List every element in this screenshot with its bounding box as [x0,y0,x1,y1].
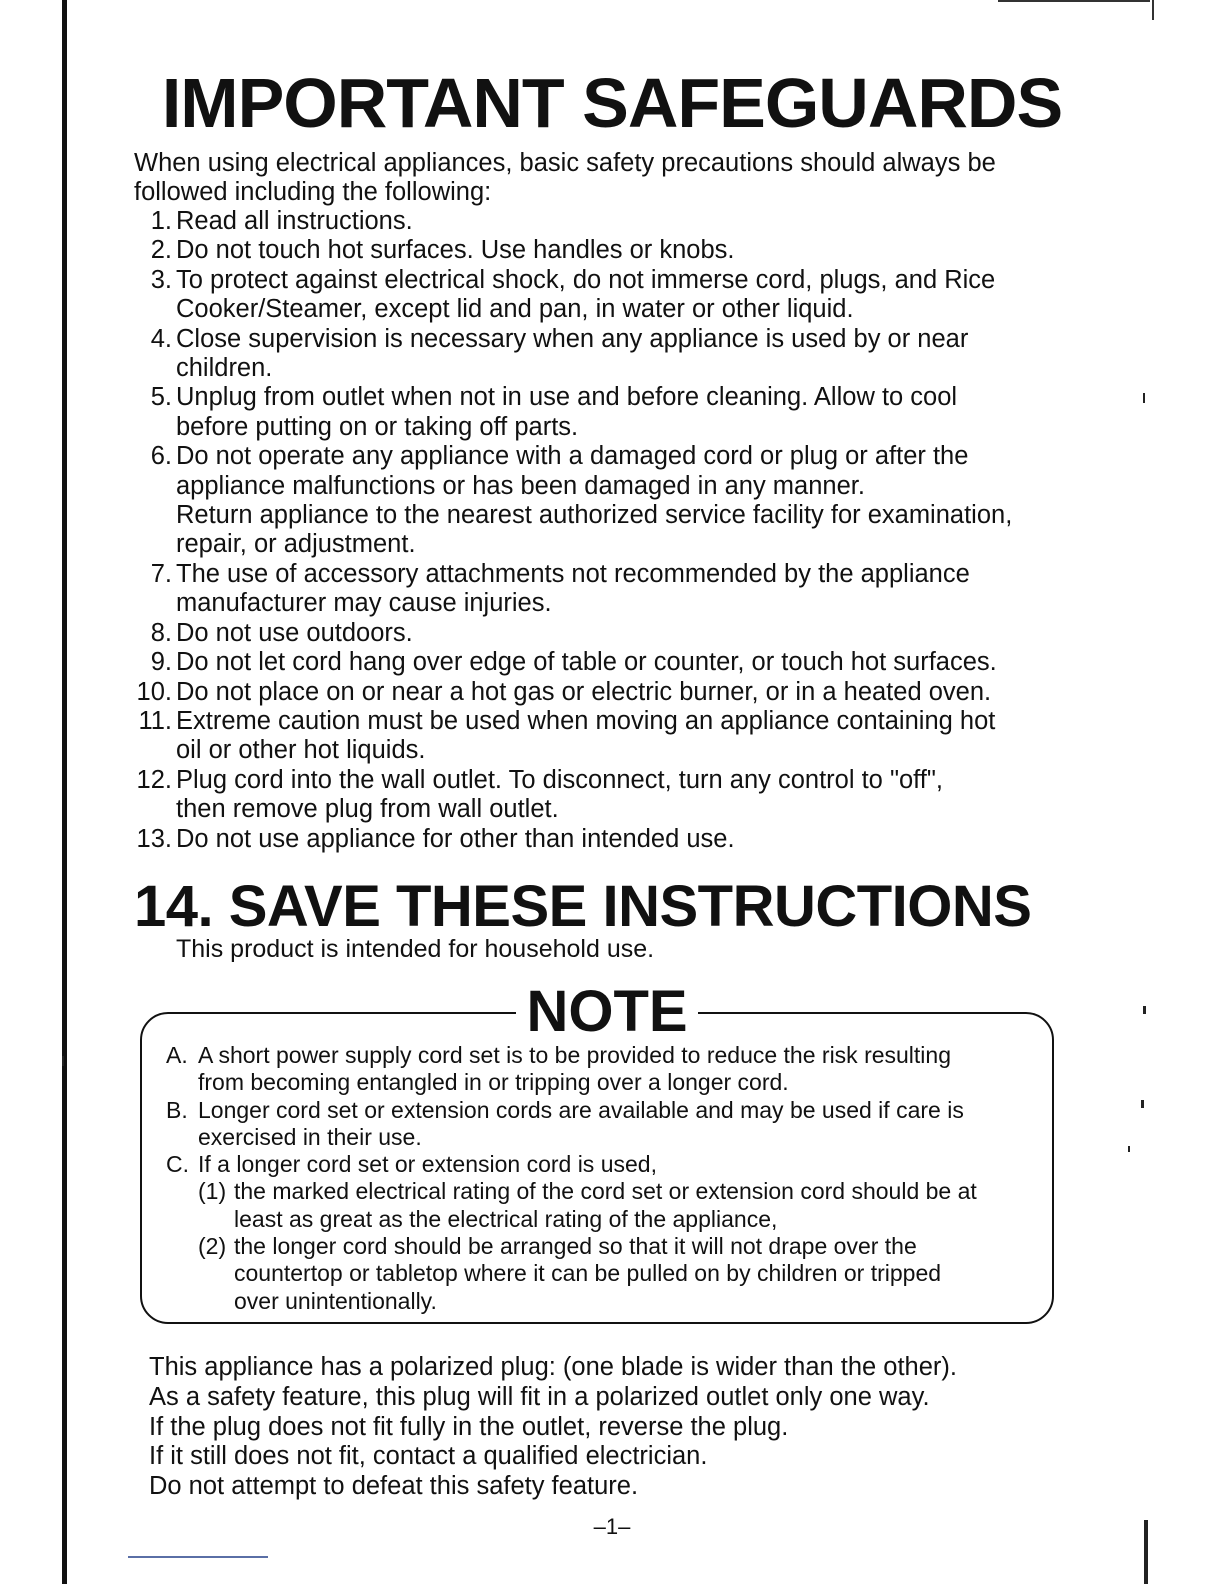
text-line: Do not attempt to defeat this safety feature. [149,1472,639,1501]
safeguards-list [134,207,1094,854]
scan-speck [62,1056,64,1066]
text-line: This appliance has a polarized plug: (one blade is wider than the other). [149,1353,957,1381]
list-item: 11. Extreme caution must be used when moving an appliance containing hot oil or other hot liquids. [138,706,996,765]
list-item: 1. Read all instructions. [150,207,413,235]
list-item: 4. Close supervision is necessary when any appliance is used by or near children. [150,324,969,383]
top-corner-line [998,0,1150,2]
page-title: IMPORTANT SAFEGUARDS [161,64,1063,142]
household-use-text: This product is intended for household use. [176,935,655,963]
list-item: 9. Do not let cord hang over edge of table or counter, or touch hot surfaces. [150,648,997,677]
scan-speck [1128,1146,1130,1152]
polarized-plug-paragraph [149,1353,1049,1502]
list-item: (1) the marked electrical rating of the cord set or extension cord should be at least as great as the electrical rating of the appliance, [198,1178,977,1232]
list-item: 3. To protect against electrical shock, do not immerse cord, plugs, and Rice Cooker/Steamer, except lid and pan, in water or other liquid. [150,265,996,324]
page-number: –1– [593,1514,631,1539]
intro-paragraph: When using electrical appliances, basic safety precautions should always be followed including the following: [134,149,996,206]
list-item: 7. The use of accessory attachments not recommended by the appliance manufacturer may cause injuries. [150,559,970,618]
text-line: As a safety feature, this plug will fit in a polarized outlet only one way. [149,1382,930,1411]
text-line: If it still does not fit, contact a qualified electrician. [149,1442,708,1471]
note-sub-list [198,1178,1046,1314]
scan-speck [1141,1100,1144,1108]
save-instructions-heading: 14. SAVE THESE INSTRUCTIONS [134,874,1032,939]
list-item: 6. Do not operate any appliance with a damaged cord or plug or after the appliance malfunctions or has been damaged in any manner. Return appliance to the nearest authorized service facility for examination, repair, or adjustment. [150,442,1013,559]
bottom-footer-line [128,1556,268,1558]
scan-speck [1143,393,1145,403]
list-item: A. A short power supply cord set is to be provided to reduce the risk resulting from becoming entangled in or tripping over a longer cord. [166,1042,952,1096]
list-item: B. Longer cord set or extension cords are available and may be used if care is exercised in their use. [166,1096,964,1150]
list-item: 12. Plug cord into the wall outlet. To disconnect, turn any control to "off", then remove plug from wall outlet. [136,765,944,824]
left-margin-rule [62,0,67,1584]
note-list [166,1042,1046,1315]
list-item: 10. Do not place on or near a hot gas or electric burner, or in a heated oven. [136,677,992,706]
note-title-wrap [0,980,1224,1044]
list-item: 8. Do not use outdoors. [150,618,413,647]
note-title: NOTE [516,980,697,1044]
text-line: If the plug does not fit fully in the outlet, reverse the plug. [149,1412,789,1441]
list-item: 2. Do not touch hot surfaces. Use handles or knobs. [150,236,735,265]
right-edge-mark [1152,0,1154,20]
list-item: C. If a longer cord set or extension cord is used, (1) the marked electrical rating of the cord set or extension cord should be at least as great as the electrical rating of the appliance, (2) the longer cord should be arranged so that it will not drape over the countertop or tabletop where it can be pulled on by children or tripped over unintentionally. [166,1151,1046,1315]
list-item: 13. Do not use appliance for other than intended use. [136,824,735,853]
list-item: 5. Unplug from outlet when not in use and before cleaning. Allow to cool before putting on or taking off parts. [150,383,958,441]
list-item: (2) the longer cord should be arranged so that it will not drape over the countertop or tabletop where it can be pulled on by children or tripped over unintentionally. [198,1233,942,1314]
